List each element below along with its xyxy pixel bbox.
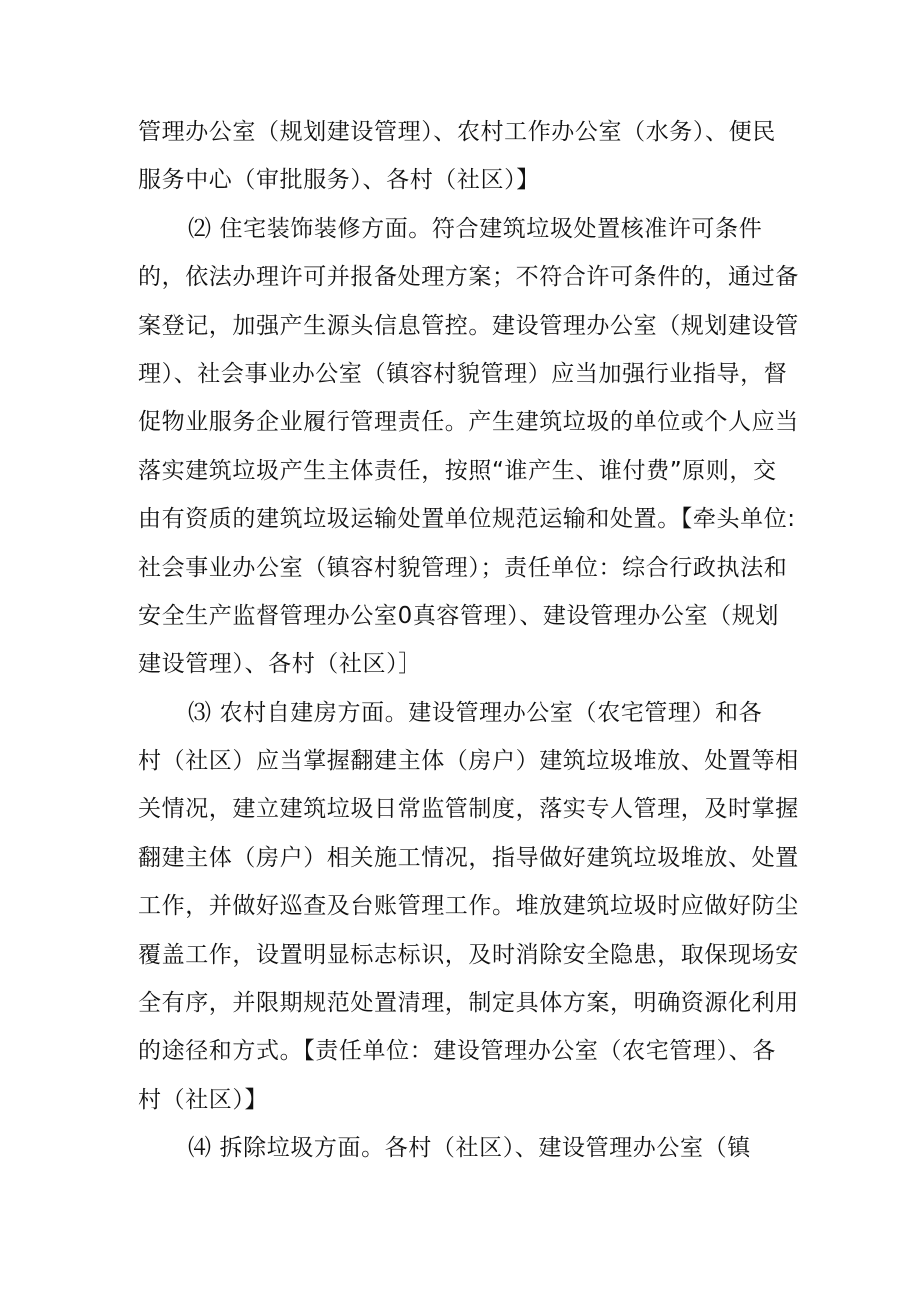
text-line: 覆盖工作，设置明显标志标识，及时消除安全隐患，取保现场安: [138, 941, 799, 968]
text-line: 管理办公室（规划建设管理）、农村工作办公室（水务）、便民: [138, 119, 776, 145]
text-line: 理）、社会事业办公室（镇容村貌管理）应当加强行业指导，督: [138, 360, 788, 387]
text-line: 落实建筑垃圾产生主体责任，按照“谁产生、谁付费”原则，交: [138, 457, 777, 484]
text-line: 的，依法办理许可并报备处理方案；不符合许可条件的，通过备: [138, 264, 799, 291]
text-line: 建设管理）、各村（社区）］: [138, 651, 422, 678]
text-line: 由有资质的建筑垃圾运输处置单位规范运输和处置。【牵头单位:: [138, 506, 796, 533]
text-line: 全有序，并限期规范处置清理，制定具体方案，明确资源化利用: [138, 990, 799, 1017]
document-body: [138, 108, 799, 1173]
text-line: 服务中心（审批服务）、各村（社区）】: [138, 167, 540, 194]
text-line: 村（社区）应当掌握翻建主体（房户）建筑垃圾堆放、处置等相: [138, 748, 799, 775]
text-line: 案登记，加强产生源头信息管控。建设管理办公室（规划建设管: [138, 312, 799, 339]
paragraph-start-line: ⑶ 农村自建房方面。建设管理办公室（农宅管理）和各: [188, 699, 763, 726]
text-line: 工作，并做好巡查及台账管理工作。堆放建筑垃圾时应做好防尘: [138, 893, 799, 920]
paragraph-start-line: ⑵ 住宅装饰装修方面。符合建筑垃圾处置核准许可条件: [188, 215, 763, 242]
text-line: 关情况，建立建筑垃圾日常监管制度，落实专人管理，及时掌握: [138, 796, 799, 823]
text-line: 促物业服务企业履行管理责任。产生建筑垃圾的单位或个人应当: [138, 409, 799, 436]
text-line: 安全生产监督管理办公室0真容管理）、建设管理办公室（规划: [138, 602, 779, 629]
text-line: 的途径和方式。【责任单位：建设管理办公室（农宅管理）、各: [138, 1038, 776, 1065]
text-line: 翻建主体（房户）相关施工情况，指导做好建筑垃圾堆放、处置: [138, 844, 799, 871]
text-line: 村（社区）】: [138, 1086, 269, 1113]
text-line: 社会事业办公室（镇容村貌管理）；责任单位：综合行政执法和: [138, 554, 788, 581]
paragraph-start-line: ⑷ 拆除垃圾方面。各村（社区）、建设管理办公室（镇: [188, 1135, 751, 1162]
